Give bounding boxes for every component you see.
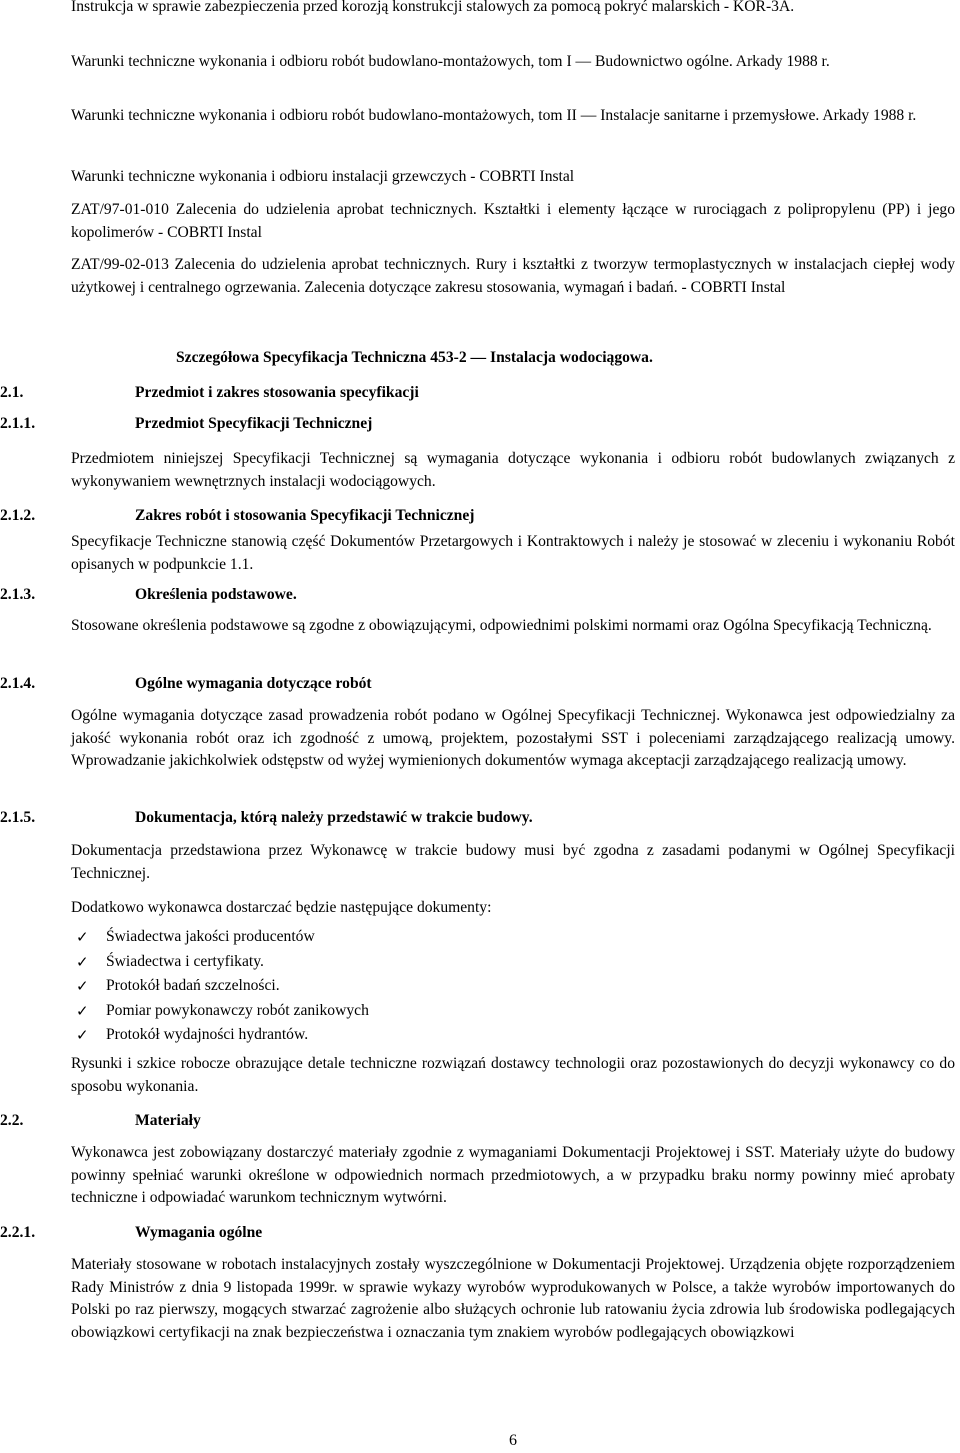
checklist-item-text: Świadectwa i certyfikaty. (106, 952, 264, 970)
section-number: 2.1. (0, 384, 24, 401)
documents-checklist (71, 925, 951, 1048)
checklist-item (71, 925, 951, 950)
checkmark-icon: ✓ (76, 952, 89, 971)
section-paragraph: Dokumentacja przedstawiona przez Wykonawcę w trakcie budowy musi być zgodna z zasadami podanymi w Ogólnej Specyfikacji Technicznej. (71, 842, 955, 882)
section-number: 2.1.5. (0, 809, 36, 826)
reference-item: Warunki techniczne wykonania i odbioru instalacji grzewczych - COBRTI Instal (71, 168, 575, 185)
section-paragraph: Ogólne wymagania dotyczące zasad prowadzenia robót podano w Ogólnej Specyfikacji Technicznej. Wykonawca jest odpowiedzialny za jakość wykonania robót oraz ich zgodność z umową, projektem, pozostałymi SST i poleceniami zarządzającego realizacją umowy. Wprowadzanie jakichkolwiek odstępstw od wyżej wymienionych dokumentów wymaga akceptacji zarządzającego realizacją umowy. (71, 707, 955, 770)
section-paragraph: Specyfikacje Techniczne stanowią część Dokumentów Przetargowych i Kontraktowych i należy je stosować w zleceniu i wykonaniu Robót opisanych w podpunkcie 1.1. (71, 533, 955, 573)
section-paragraph: Stosowane określenia podstawowe są zgodne z obowiązującymi, odpowiednimi polskimi normami oraz Ogólna Specyfikacją Techniczną. (71, 617, 932, 634)
page-number: 6 (509, 1432, 517, 1449)
section-title: Dokumentacja, którą należy przedstawić w trakcie budowy. (135, 809, 533, 826)
section-paragraph: Materiały stosowane w robotach instalacyjnych zostały wyszczególnione w Dokumentacji Projektowej. Urządzenia objęte rozporządzeniem Rady Ministrów z dnia 9 listopada 1999r. w sprawie wykazy wyrobów wyprodukowanych w Polsce, a także wyrobów importowanych do Polski po raz pierwszy, mogących stwarzać zagrożenie albo służących ochronie lub ratowaniu życia zdrowia lub środowiska podlegających obowiązkowi certyfikacji na znak bezpieczeństwa i oznaczania tym znakiem wyrobów podlegających obowiązkowi (71, 1256, 955, 1341)
section-title: Określenia podstawowe. (135, 586, 297, 603)
section-paragraph: Przedmiotem niniejszej Specyfikacji Technicznej są wymagania dotyczące wykonania i odbioru robót budowlanych związanych z wykonywaniem wewnętrznych instalacji wodociągowych. (71, 450, 955, 490)
reference-item: ZAT/99-02-013 Zalecenia do udzielenia aprobat technicznych. Rury i kształtki z tworzyw termoplastycznych w instalacjach ciepłej wody użytkowej i centralnego ogrzewania. Zalecenia dotyczące zakresu stosowania, wymagań i badań. - COBRTI Instal (71, 256, 955, 296)
checkmark-icon: ✓ (76, 977, 89, 995)
reference-item: ZAT/97-01-010 Zalecenia do udzielenia aprobat technicznych. Kształtki i elementy łączące w rurociągach z polipropylenu (PP) i jego kopolimerów - COBRTI Instal (71, 201, 955, 241)
checkmark-icon: ✓ (76, 928, 89, 946)
section-paragraph: Wykonawca jest zobowiązany dostarczyć materiały zgodnie z wymaganiami Dokumentacji Projektowej i SST. Materiały użyte do budowy powinny spełniać warunki określone w odpowiednich normach przedmiotowych, a w przypadku braku normy powinny mieć aprobaty techniczne i odpowiadać warunkom technicznym wytwórni. (71, 1144, 955, 1207)
checklist-item-text: Pomiar powykonawczy robót zanikowych (106, 1001, 369, 1019)
checklist-item (71, 1023, 951, 1048)
section-number: 2.1.3. (0, 586, 36, 603)
section-number: 2.1.2. (0, 507, 36, 524)
checklist-item-text: Protokół wydajności hydrantów. (106, 1026, 309, 1043)
section-title: Przedmiot i zakres stosowania specyfikacji (135, 384, 419, 401)
checklist-item (71, 974, 951, 999)
section-paragraph: Rysunki i szkice robocze obrazujące detale techniczne rozwiązań dostawcy technologii oraz pozostawionych do decyzji wykonawcy co do sposobu wykonania. (71, 1055, 955, 1095)
checkmark-icon: ✓ (76, 1026, 89, 1044)
checklist-item (71, 950, 951, 975)
reference-item: Warunki techniczne wykonania i odbioru robót budowlano-montażowych, tom I — Budownictwo ogólne. Arkady 1988 r. (71, 53, 830, 70)
section-paragraph: Dodatkowo wykonawca dostarczać będzie następujące dokumenty: (71, 899, 492, 916)
checklist-item (71, 999, 951, 1024)
section-number: 2.2.1. (0, 1224, 36, 1241)
section-title: Wymagania ogólne (135, 1224, 263, 1241)
section-number: 2.1.4. (0, 675, 36, 692)
section-title: Zakres robót i stosowania Specyfikacji Technicznej (135, 507, 475, 524)
reference-item: Warunki techniczne wykonania i odbioru robót budowlano-montażowych, tom II — Instalacje sanitarne i przemysłowe. Arkady 1988 r. (71, 107, 917, 124)
section-number: 2.1.1. (0, 415, 36, 432)
section-title: Materiały (135, 1112, 201, 1129)
reference-item: Instrukcja w sprawie zabezpieczenia przed korozją konstrukcji stalowych za pomocą pokryć malarskich - KOR-3A. (71, 0, 795, 15)
section-number: 2.2. (0, 1112, 24, 1129)
checkmark-icon: ✓ (76, 1001, 89, 1020)
checklist-item-text: Protokół badań szczelności. (106, 977, 280, 994)
spec-title: Szczegółowa Specyfikacja Techniczna 453-2 — Instalacja wodociągowa. (176, 349, 653, 366)
section-title: Przedmiot Specyfikacji Technicznej (135, 415, 373, 432)
section-title: Ogólne wymagania dotyczące robót (135, 675, 372, 692)
checklist-item-text: Świadectwa jakości producentów (106, 928, 315, 945)
